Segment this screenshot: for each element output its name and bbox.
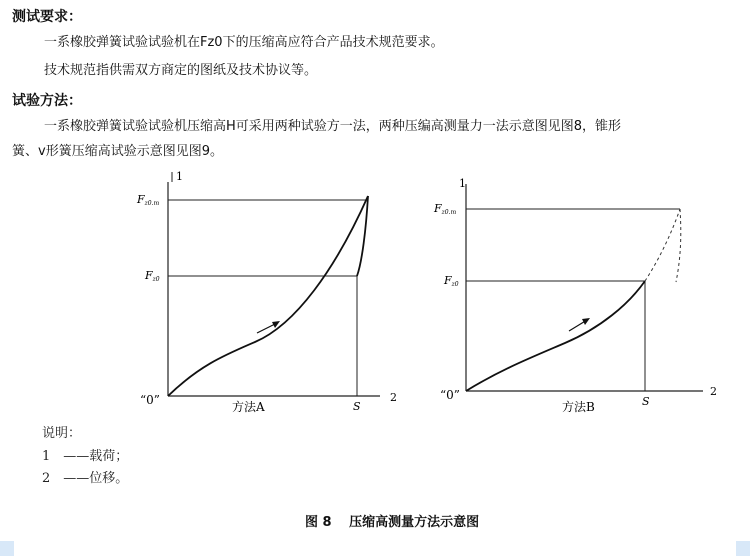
loading-curve-b bbox=[466, 281, 645, 391]
bottom-right-bar bbox=[736, 541, 750, 556]
y-axis-number-a: 1 bbox=[176, 170, 183, 183]
label-fmax-a: Fz0.m bbox=[137, 193, 160, 207]
y-axis-number-b: 1 bbox=[459, 177, 466, 190]
legend-item-load: 1 ——载荷； bbox=[42, 449, 129, 464]
figure-caption: 图 8 压缩高测量方法示意图 bbox=[305, 515, 480, 530]
paragraph-method-line2: 簧、v形簧压缩高试验示意图见图9。 bbox=[12, 144, 223, 159]
continuation-dashed-b bbox=[645, 209, 680, 281]
origin-label-b: “0” bbox=[440, 388, 460, 402]
bottom-left-bar bbox=[0, 541, 14, 556]
loading-curve-a bbox=[168, 196, 368, 396]
label-f0-b: Fz0 bbox=[444, 274, 459, 288]
return-dashed-b bbox=[676, 209, 681, 282]
panel-method-a bbox=[136, 170, 397, 414]
origin-label-a: “0” bbox=[140, 393, 160, 407]
panel-method-b bbox=[433, 177, 717, 414]
method-label-a: 方法A bbox=[232, 400, 265, 414]
paragraph-spec-note: 技术规范指供需双方商定的图纸及技术协议等。 bbox=[44, 63, 318, 78]
label-s-a: S bbox=[353, 400, 361, 413]
paragraph-method-line1: 一系橡胶弹簧试验试验机压缩高H可采用两种试验方一法，两种压编高测量力一法示意图见图8，锥形 bbox=[44, 119, 622, 134]
x-axis-number-a: 2 bbox=[390, 391, 397, 404]
arrowhead-b bbox=[582, 318, 590, 325]
heading-test-method: 试验方法： bbox=[12, 93, 82, 109]
method-label-b: 方法B bbox=[562, 400, 595, 414]
heading-test-requirements: 测试要求： bbox=[12, 9, 82, 25]
legend-item-displacement: 2 ——位移。 bbox=[42, 471, 129, 486]
legend-title: 说明： bbox=[42, 426, 82, 441]
paragraph-requirement: 一系橡胶弹簧试验试验机在Fz0下的压缩高应符合产品技术规范要求。 bbox=[44, 35, 444, 50]
label-f0-a: Fz0 bbox=[145, 269, 160, 283]
x-axis-number-b: 2 bbox=[710, 385, 717, 398]
label-fmax-b: Fz0.m bbox=[434, 202, 457, 216]
label-s-b: S bbox=[642, 395, 650, 408]
